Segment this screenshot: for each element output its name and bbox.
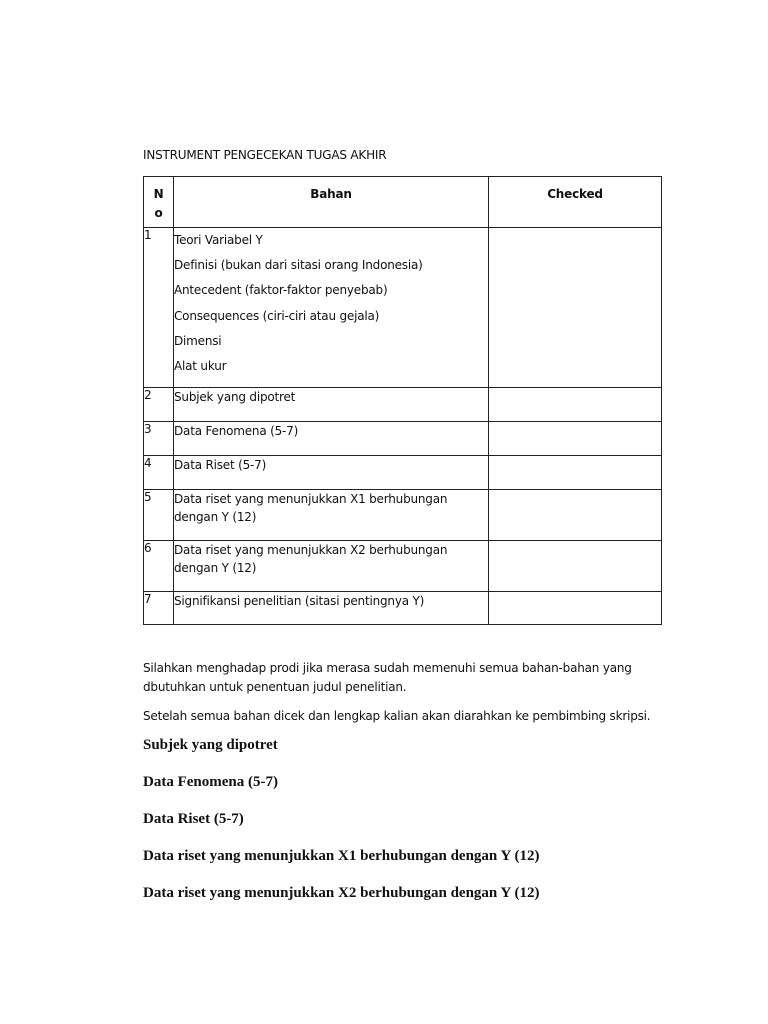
row-checked-cell[interactable] [489,228,662,388]
table-header-row [144,177,662,228]
row-bahan [174,228,489,388]
row-bahan: Data Riset (5-7) [174,456,489,490]
table-row [144,541,662,592]
row-number: 4 [144,456,174,490]
bahan-line: Dimensi [174,333,222,348]
row-number: 5 [144,490,174,541]
bahan-line: Teori Variabel Y [174,233,263,247]
row-checked-cell[interactable] [489,490,662,541]
row-number: 7 [144,592,174,625]
bold-list-item: Data Riset (5-7) [143,811,244,827]
row-number: 1 [144,228,174,388]
header-checked-cell [489,177,662,228]
row-checked-cell[interactable] [489,456,662,490]
row-number: 6 [144,541,174,592]
row-checked-cell[interactable] [489,592,662,625]
bahan-line: Alat ukur [174,359,227,374]
followup-paragraph: Setelah semua bahan dicek dan lengkap kalian akan diarahkan ke pembimbing skripsi. [143,709,651,723]
table-row [144,228,662,388]
header-bahan: Bahan [310,187,352,201]
instruction-paragraph: Silahkan menghadap prodi jika merasa sudah memenuhi semua bahan-bahan yang dbutuhkan untuk penentuan judul penelitian. [143,661,632,694]
header-no-cell [144,177,174,228]
bold-list-item: Subjek yang dipotret [143,737,278,753]
row-bahan: Subjek yang dipotret [174,388,489,422]
table-row [144,456,662,490]
bahan-line: Antecedent (faktor-faktor penyebab) [174,283,388,298]
bahan-line: Consequences (ciri-ciri atau gejala) [174,308,380,323]
row-bahan: Data riset yang menunjukkan X2 berhubungan dengan Y (12) [174,541,489,592]
bahan-line: Definisi (bukan dari sitasi orang Indonesia) [174,258,423,273]
header-bahan-cell [174,177,489,228]
row-bahan: Data riset yang menunjukkan X1 berhubungan dengan Y (12) [174,490,489,541]
table-row [144,490,662,541]
row-bahan: Signifikansi penelitian (sitasi pentingnya Y) [174,592,489,625]
row-checked-cell[interactable] [489,541,662,592]
row-number: 2 [144,388,174,422]
row-number: 3 [144,422,174,456]
bold-list-item: Data riset yang menunjukkan X2 berhubungan dengan Y (12) [143,885,540,901]
table-row [144,388,662,422]
checklist-table [143,176,662,625]
header-no: No [153,187,164,220]
document-title: INSTRUMENT PENGECEKAN TUGAS AKHIR [143,148,387,162]
table-row [144,422,662,456]
header-checked: Checked [547,187,603,201]
bold-list-item: Data riset yang menunjukkan X1 berhubungan dengan Y (12) [143,848,540,864]
row-checked-cell[interactable] [489,388,662,422]
table-row [144,592,662,625]
row-checked-cell[interactable] [489,422,662,456]
row-bahan: Data Fenomena (5-7) [174,422,489,456]
bold-list-item: Data Fenomena (5-7) [143,774,278,790]
